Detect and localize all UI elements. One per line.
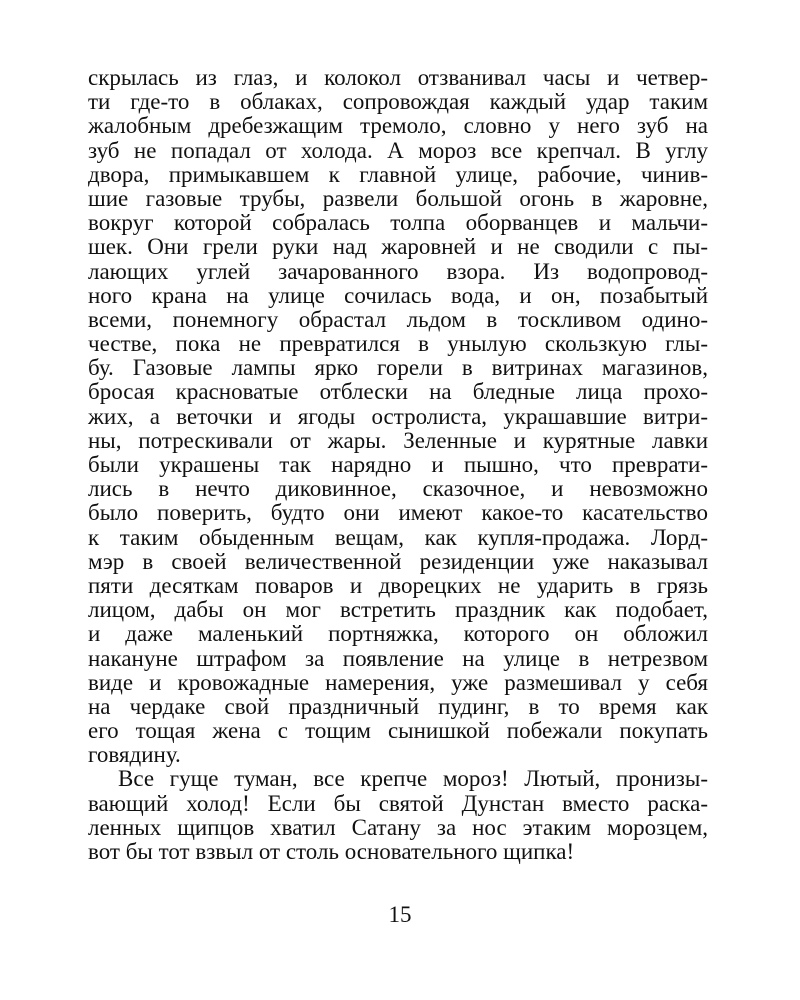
text-line: жих, а веточки и ягоды остролиста, украшавшие витри- — [88, 403, 708, 429]
text-line: зуб не попадал от холода. А мороз все крепчал. В углу — [88, 137, 708, 163]
text-line: виде и кровожадные намерения, уже размешивал у себя — [88, 669, 708, 695]
text-line: Все гуще туман, все крепче мороз! Лютый, пронизы- — [118, 766, 708, 792]
text-line: всеми, понемногу обрастал льдом в тоскливом одино- — [88, 306, 708, 332]
text-line: говядину. — [88, 742, 181, 768]
text-line: лающих углей зачарованного взора. Из водопровод- — [88, 258, 708, 284]
text-line: были украшены так нарядно и пышно, что преврати- — [88, 452, 708, 477]
text-line: ны, потрескивали от жары. Зеленные и курятные лавки — [88, 427, 708, 453]
text-line: вот бы тот взвыл от столь основательного щипка! — [88, 839, 575, 864]
text-line: его тощая жена с тощим сынишкой побежали покупать — [88, 718, 708, 744]
text-line: мэр в своей величественной резиденции уже наказывал — [88, 548, 708, 574]
body-text — [88, 66, 708, 864]
page-number: 15 — [388, 902, 412, 927]
text-line: скрылась из глаз, и колокол отзванивал часы и четвер- — [88, 65, 708, 90]
text-line: вающий холод! Если бы святой Дунстан вместо раска- — [88, 790, 708, 816]
text-line: ленных щипцов хватил Сатану за нос этаким морозцем, — [88, 814, 708, 840]
text-line: было поверить, будто они имеют какое-то касательство — [88, 500, 708, 526]
text-line: честве, пока не превратился в унылую скользкую глы- — [88, 331, 708, 357]
text-line: ти где-то в облаках, сопровождая каждый удар таким — [88, 89, 708, 115]
text-line: шек. Они грели руки над жаровней и не сводили с пы- — [88, 234, 708, 260]
text-line: накануне штрафом за появление на улице в нетрезвом — [88, 645, 708, 671]
text-line: и даже маленький портняжка, которого он обложил — [88, 621, 708, 647]
text-line: бросая красноватые отблески на бледные лица прохо- — [88, 379, 708, 405]
text-line: шие газовые трубы, развели большой огонь в жаровне, — [88, 185, 708, 211]
paragraph-2 — [88, 767, 708, 864]
text-line: ного крана на улице сочилась вода, и он, позабытый — [88, 282, 708, 308]
text-line: на чердаке свой праздничный пудинг, в то время как — [88, 693, 708, 719]
text-line: бу. Газовые лампы ярко горели в витринах магазинов, — [88, 355, 708, 381]
text-line: к таким обыденным вещам, как купля-продажа. Лорд- — [88, 524, 708, 550]
paragraph-1 — [88, 66, 708, 767]
text-line: двора, примыкавшем к главной улице, рабочие, чинив- — [88, 161, 708, 187]
text-line: вокруг которой собралась толпа оборванцев и мальчи- — [88, 210, 708, 236]
text-line: жалобным дребезжащим тремоло, словно у него зуб на — [88, 113, 708, 139]
text-line: лицом, дабы он мог встретить праздник как подобает, — [88, 597, 708, 623]
text-line: пяти десяткам поваров и дворецких не ударить в грязь — [88, 572, 708, 598]
text-line: лись в нечто диковинное, сказочное, и невозможно — [88, 476, 708, 502]
